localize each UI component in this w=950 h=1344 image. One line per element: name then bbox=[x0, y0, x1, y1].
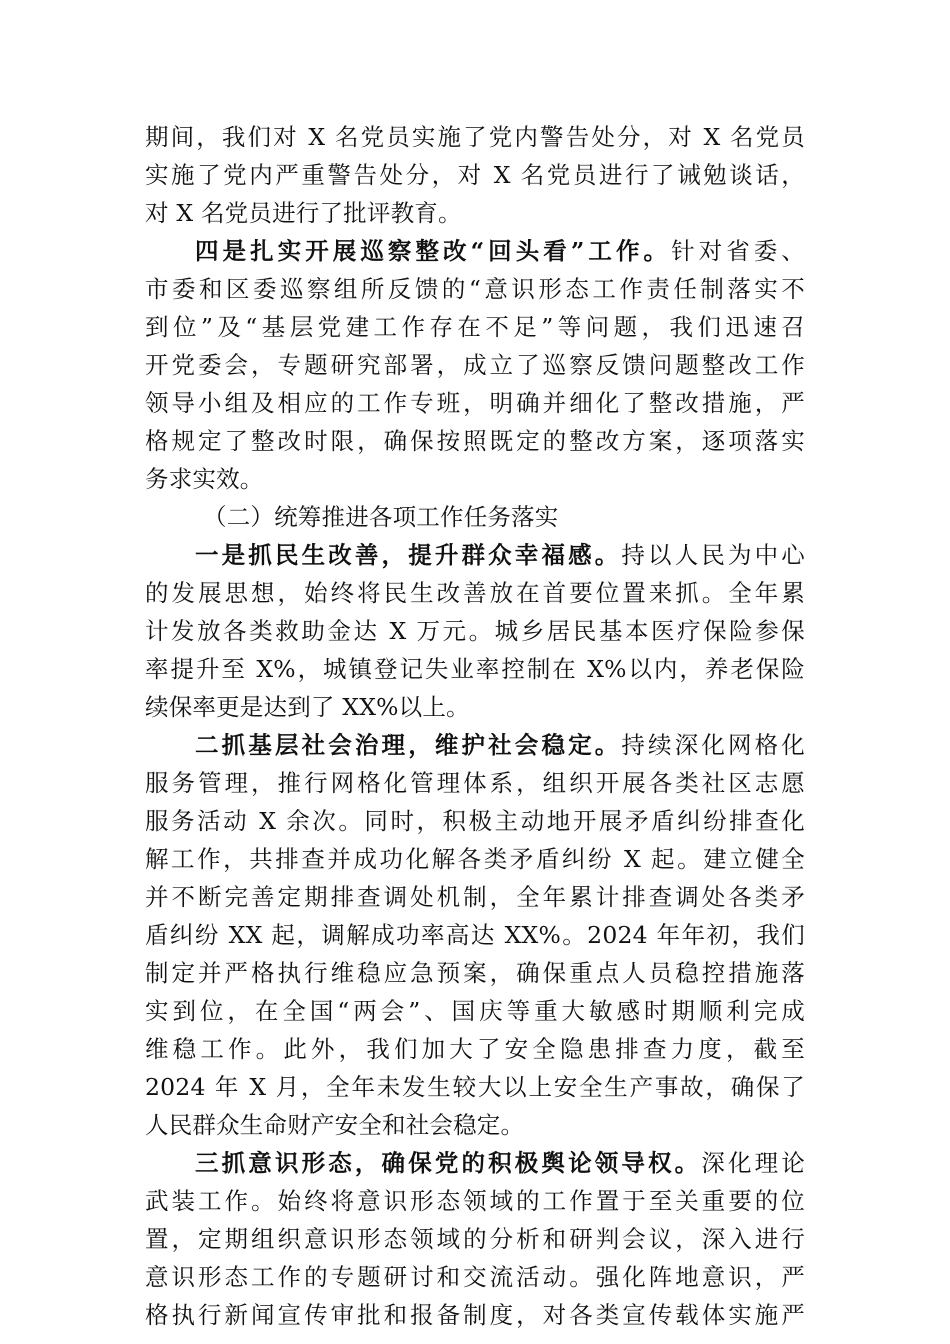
paragraph-lead: 一是抓民生改善，提升群众幸福感。 bbox=[195, 541, 622, 569]
text-line: 维稳工作。此外，我们加大了安全隐患排查力度，截至 bbox=[145, 1035, 805, 1063]
paragraph bbox=[145, 232, 805, 498]
paragraph bbox=[145, 1144, 805, 1334]
paragraph-lead: 三抓意识形态，确保党的积极舆论领导权。 bbox=[195, 1149, 702, 1177]
text-line: 开党委会，专题研究部署，成立了巡察反馈问题整改工作 bbox=[145, 351, 805, 379]
text-line: 2024 年 X 月，全年未发生较大以上安全生产事故，确保了 bbox=[145, 1073, 805, 1101]
text-line: 格规定了整改时限，确保按照既定的整改方案，逐项落实 bbox=[145, 427, 805, 455]
text-line: 解工作，共排查并成功化解各类矛盾纠纷 X 起。建立健全 bbox=[145, 845, 805, 873]
text-line: 市委和区委巡察组所反馈的“意识形态工作责任制落实不 bbox=[145, 275, 805, 303]
text-line: 格执行新闻宣传审批和报备制度，对各类宣传载体实施严 bbox=[145, 1301, 805, 1329]
section-heading: （二）统筹推进各项工作任务落实 bbox=[203, 503, 559, 531]
paragraph-lead: 二抓基层社会治理，维护社会稳定。 bbox=[195, 731, 622, 759]
paragraph bbox=[145, 118, 805, 232]
text-line bbox=[145, 726, 805, 764]
text-line: 到位”及“基层党建工作存在不足”等问题，我们迅速召 bbox=[145, 313, 805, 341]
text-line: 实到位，在全国“两会”、国庆等重大敏感时期顺利完成 bbox=[145, 997, 805, 1025]
text-line bbox=[145, 536, 805, 574]
paragraph-text: 针对省委、 bbox=[671, 237, 806, 265]
text-line bbox=[145, 1144, 805, 1182]
text-line: 并不断完善定期排查调处机制，全年累计排查调处各类矛 bbox=[145, 883, 805, 911]
text-line: 务求实效。 bbox=[145, 465, 264, 493]
paragraph-text: 深化理论 bbox=[701, 1149, 805, 1177]
text-line: 盾纠纷 XX 起，调解成功率高达 XX%。2024 年年初，我们 bbox=[145, 921, 805, 949]
paragraph bbox=[145, 536, 805, 726]
text-line: 服务管理，推行网格化管理体系，组织开展各类社区志愿 bbox=[145, 769, 805, 797]
text-line: 率提升至 X%，城镇登记失业率控制在 X%以内，养老保险 bbox=[145, 655, 805, 683]
paragraph bbox=[145, 726, 805, 1144]
text-line bbox=[145, 232, 805, 270]
paragraph-lead: 四是扎实开展巡察整改“回头看”工作。 bbox=[195, 237, 672, 265]
text-line: 对 X 名党员进行了批评教育。 bbox=[145, 199, 462, 227]
text-line: 服务活动 X 余次。同时，积极主动地开展矛盾纠纷排查化 bbox=[145, 807, 805, 835]
document-body bbox=[145, 118, 805, 1334]
text-line: 领导小组及相应的工作专班，明确并细化了整改措施，严 bbox=[145, 389, 805, 417]
text-line: 期间，我们对 X 名党员实施了党内警告处分，对 X 名党员 bbox=[145, 123, 805, 151]
text-line: 实施了党内严重警告处分，对 X 名党员进行了诫勉谈话， bbox=[145, 161, 805, 189]
text-line: 制定并严格执行维稳应急预案，确保重点人员稳控措施落 bbox=[145, 959, 805, 987]
text-line: 人民群众生命财产安全和社会稳定。 bbox=[145, 1111, 525, 1139]
paragraph-text: 持以人民为中心 bbox=[621, 541, 806, 569]
text-line: 的发展思想，始终将民生改善放在首要位置来抓。全年累 bbox=[145, 579, 805, 607]
paragraph-text: 持续深化网格化 bbox=[621, 731, 806, 759]
text-line: 置，定期组织意识形态领域的分析和研判会议，深入进行 bbox=[145, 1225, 805, 1253]
text-line: 计发放各类救助金达 X 万元。城乡居民基本医疗保险参保 bbox=[145, 617, 805, 645]
text-line: 续保率更是达到了 XX%以上。 bbox=[145, 693, 470, 721]
text-line: 意识形态工作的专题研讨和交流活动。强化阵地意识，严 bbox=[145, 1263, 805, 1291]
text-line: 武装工作。始终将意识形态领域的工作置于至关重要的位 bbox=[145, 1187, 805, 1215]
